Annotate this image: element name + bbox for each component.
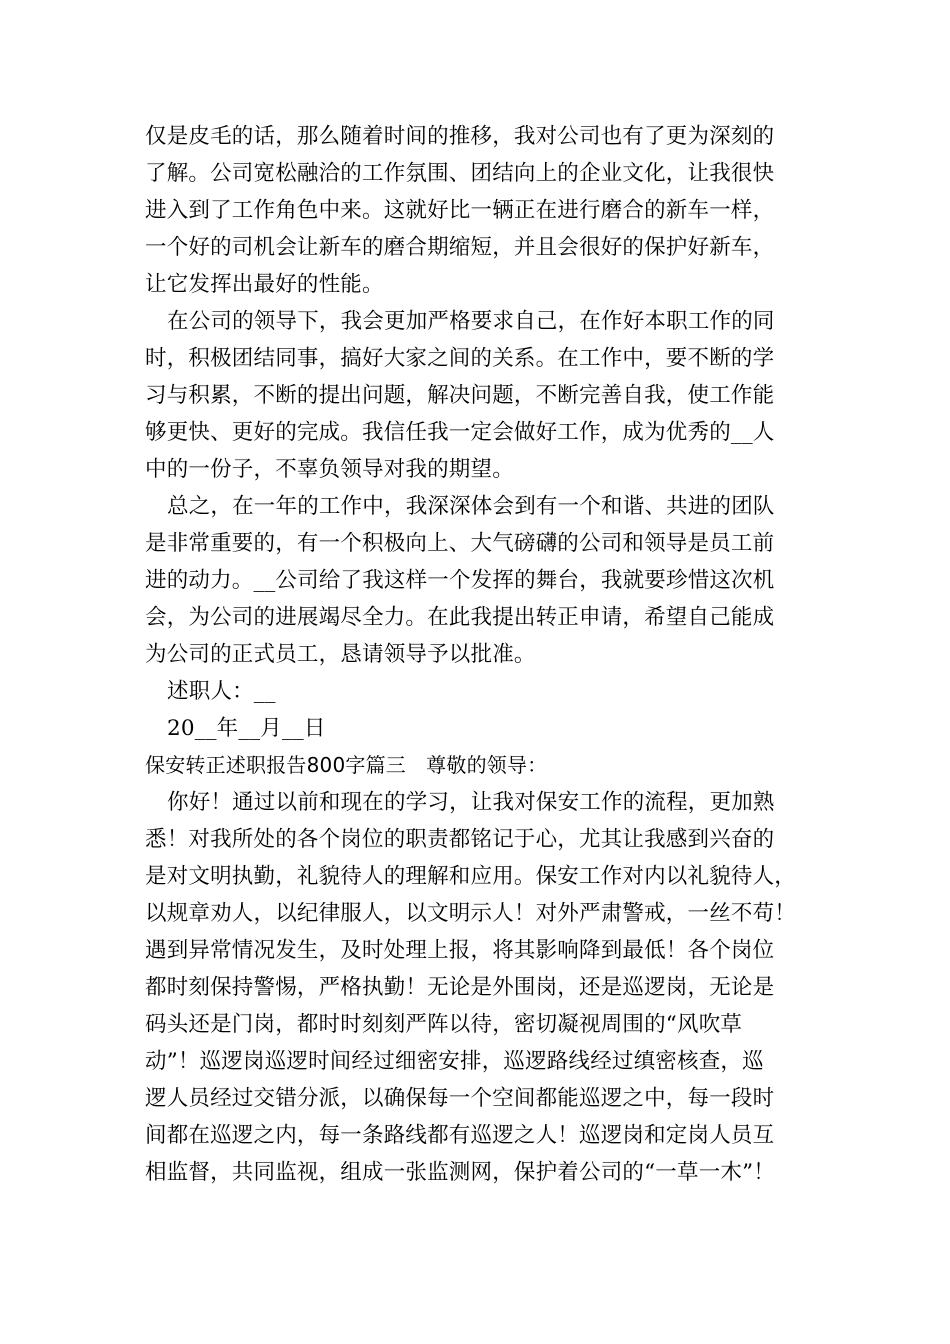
text-line: 你好！通过以前和现在的学习，让我对保安工作的流程，更加熟 (167, 790, 775, 815)
section-heading: 保安转正述职报告800字篇三 尊敬的领导： (145, 753, 548, 777)
text-line: 一个好的司机会让新车的磨合期缩短，并且会很好的保护好新车， (145, 235, 775, 260)
text-line: 时，积极团结同事，搞好大家之间的关系。在工作中，要不断的学 (145, 346, 775, 371)
text-line: 都时刻保持警惕，严格执勤！无论是外围岗，还是巡逻岗，无论是 (145, 975, 775, 1000)
text-line: 了解。公司宽松融洽的工作氛围、团结向上的企业文化，让我很快 (145, 161, 775, 186)
text-line: 述职人：__ (167, 679, 276, 704)
text-line: 悉！对我所处的各个岗位的职责都铭记于心，尤其让我感到兴奋的 (145, 827, 775, 852)
text-line: 间都在巡逻之内，每一条路线都有巡逻之人！巡逻岗和定岗人员互 (145, 1123, 775, 1148)
text-line: 以规章劝人，以纪律服人，以文明示人！对外严肃警戒，一丝不苟！ (145, 901, 797, 926)
text-line: 码头还是门岗，都时时刻刻严阵以待，密切凝视周围的“风吹草 (145, 1012, 743, 1037)
text-line: 遇到异常情况发生，及时处理上报，将其影响降到最低！各个岗位 (145, 938, 775, 963)
text-line: 是非常重要的，有一个积极向上、大气磅礴的公司和领导是员工前 (145, 531, 775, 556)
text-line: 仅是皮毛的话，那么随着时间的推移，我对公司也有了更为深刻的 (145, 124, 775, 149)
text-line: 够更快、更好的完成。我信任我一定会做好工作，成为优秀的__人 (145, 420, 775, 445)
text-line: 进的动力。__公司给了我这样一个发挥的舞台，我就要珍惜这次机 (145, 568, 775, 593)
text-line: 20__年__月__日 (167, 716, 326, 741)
document-body (145, 118, 810, 1191)
text-line: 总之，在一年的工作中，我深深体会到有一个和谐、共进的团队 (167, 494, 775, 519)
text-line: 逻人员经过交错分派，以确保每一个空间都能巡逻之中，每一段时 (145, 1086, 775, 1111)
text-line: 中的一份子，不辜负领导对我的期望。 (145, 457, 514, 482)
text-line: 动”！巡逻岗巡逻时间经过细密安排，巡逻路线经过缜密核查，巡 (145, 1049, 764, 1074)
text-line: 是对文明执勤，礼貌待人的理解和应用。保安工作对内以礼貌待人， (145, 864, 797, 889)
text-line: 习与积累，不断的提出问题，解决问题，不断完善自我，使工作能 (145, 383, 775, 408)
text-line: 会，为公司的进展竭尽全力。在此我提出转正申请，希望自己能成 (145, 605, 775, 630)
text-line: 为公司的正式员工，恳请领导予以批准。 (145, 642, 536, 667)
text-line: 相监督，共同监视，组成一张监测网，保护着公司的“一草一木”！ (145, 1160, 775, 1185)
text-line: 让它发挥出最好的性能。 (145, 272, 384, 297)
text-line: 在公司的领导下，我会更加严格要求自己，在作好本职工作的同 (167, 309, 775, 334)
text-line: 进入到了工作角色中来。这就好比一辆正在进行磨合的新车一样， (145, 198, 775, 223)
